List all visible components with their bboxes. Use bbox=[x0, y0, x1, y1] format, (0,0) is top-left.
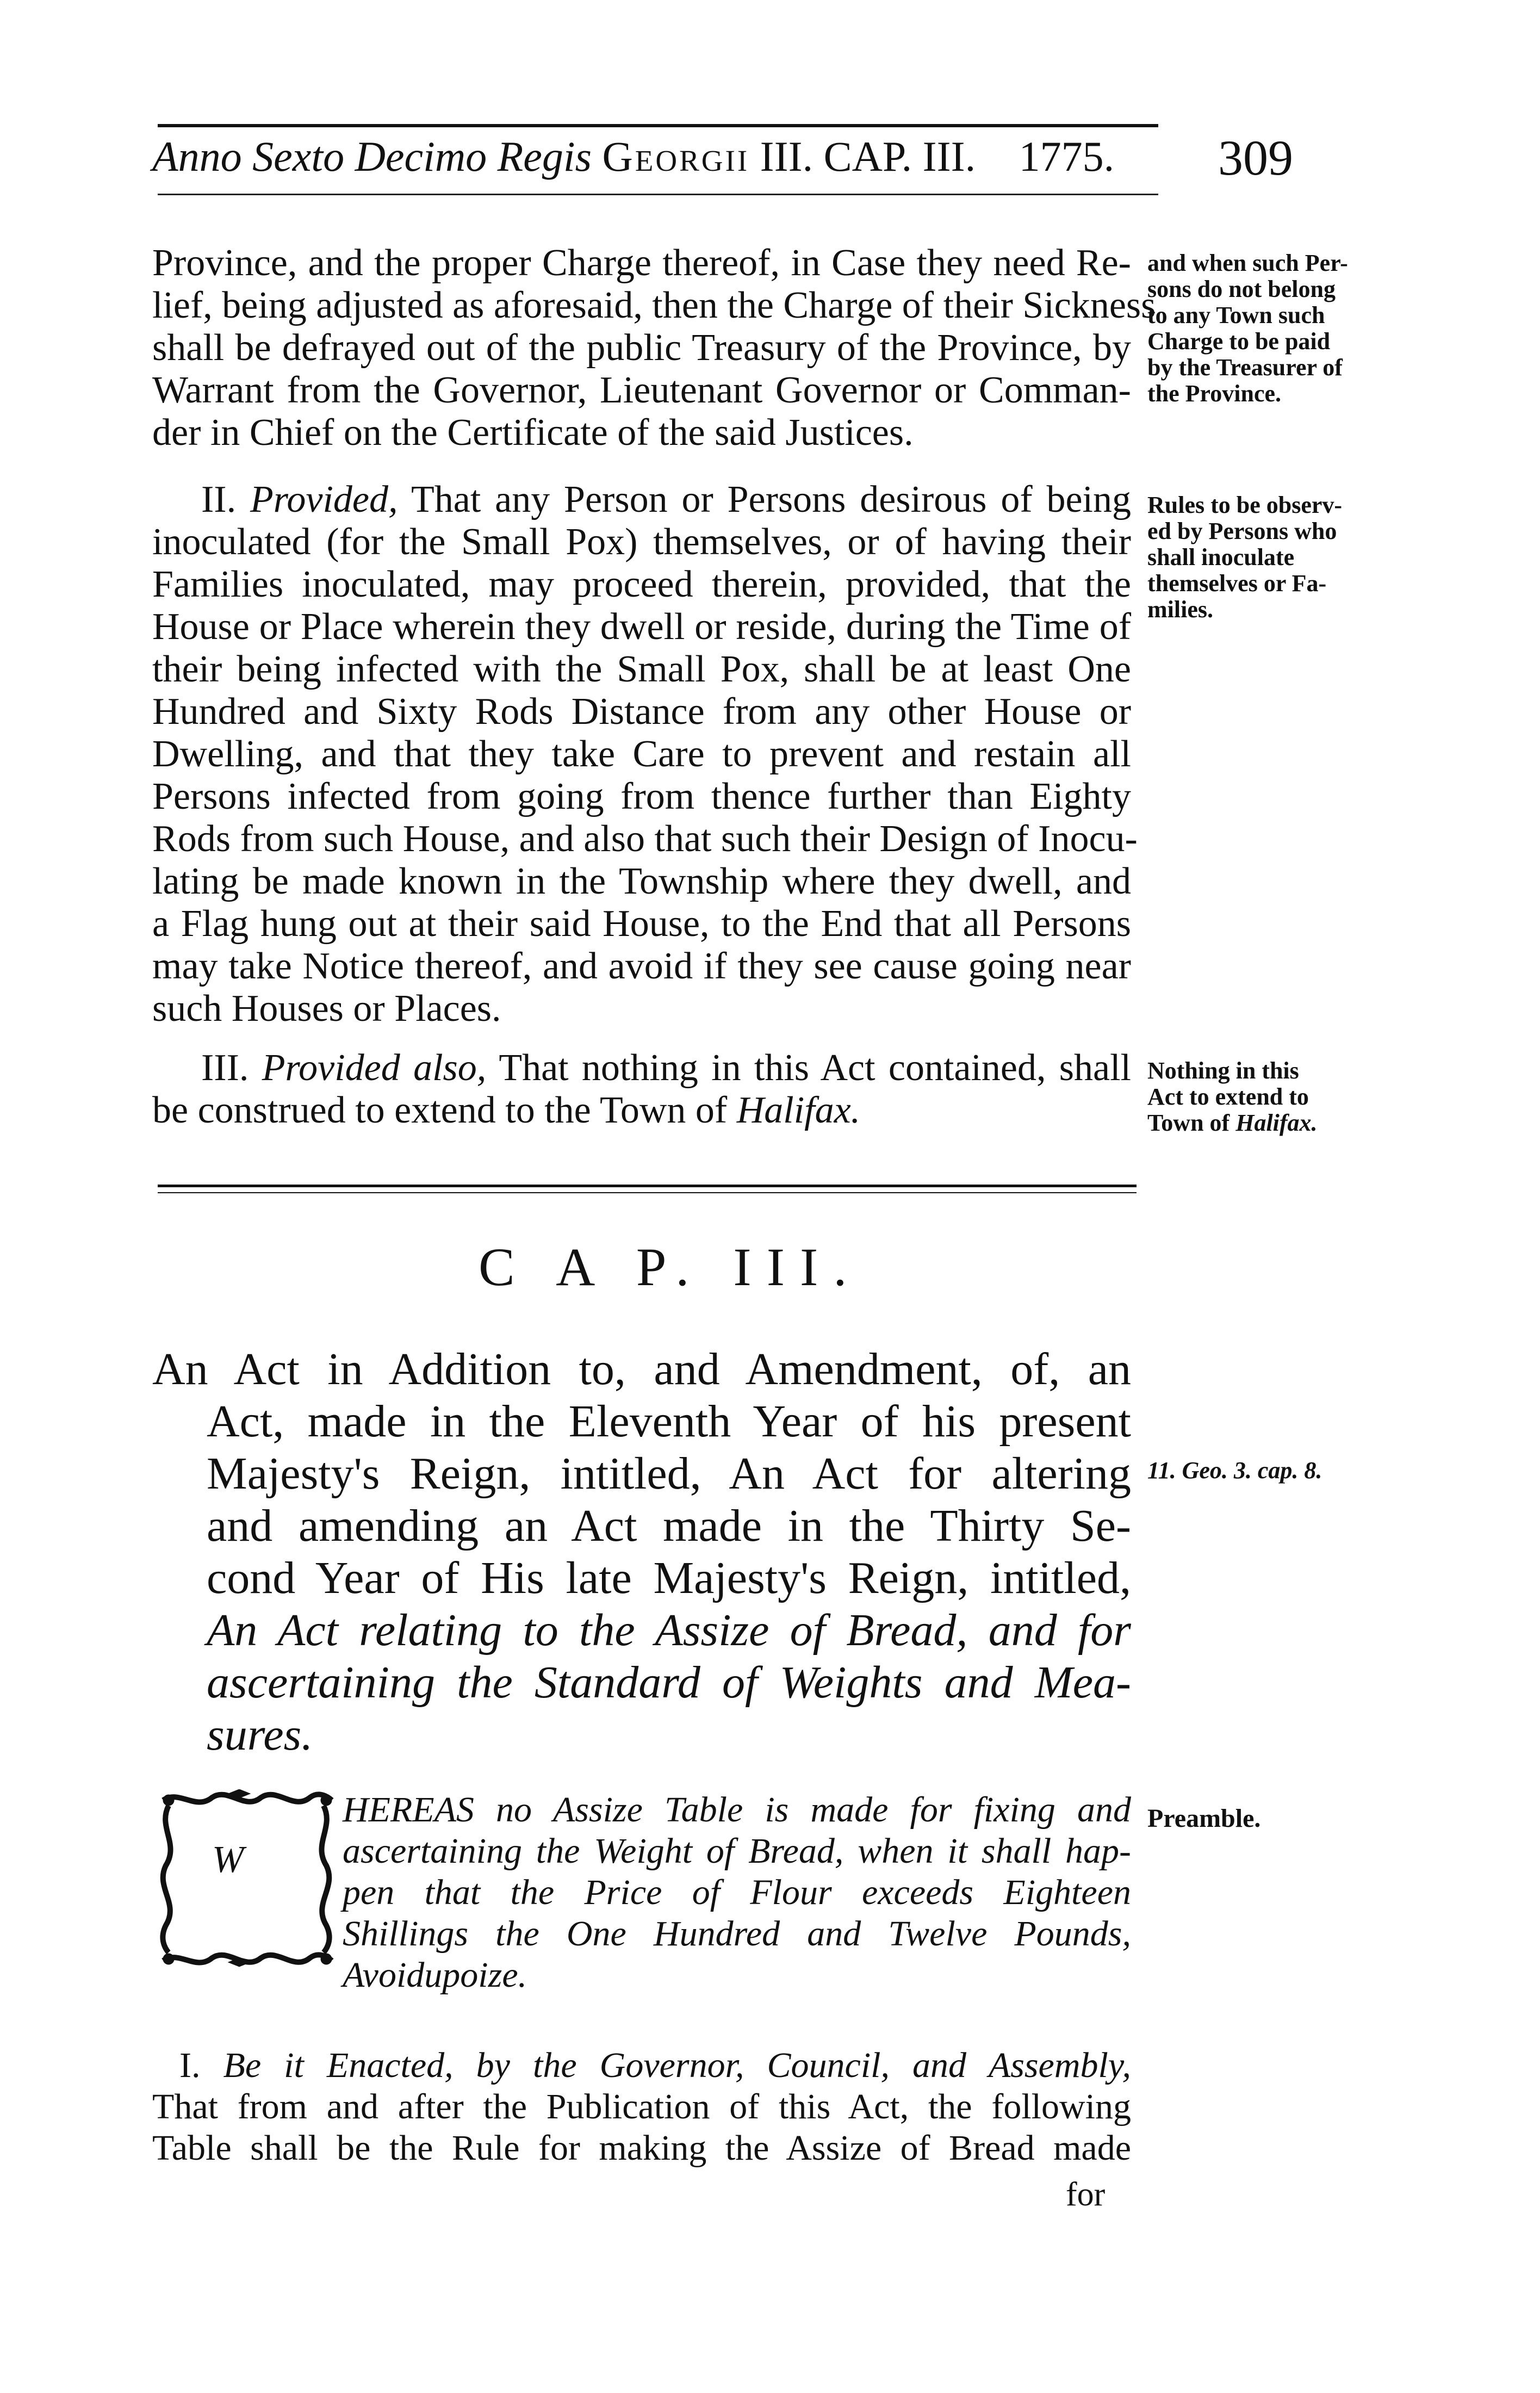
act-title-line: and amending an Act made in the Thirty Se- bbox=[207, 1501, 1131, 1551]
margin-note-line: 11. Geo. 3. cap. 8. bbox=[1147, 1457, 1322, 1484]
margin-note-statute-reference bbox=[1147, 1458, 1376, 1484]
header-anno: Anno bbox=[152, 133, 242, 180]
margin-note-line: Nothing in this bbox=[1147, 1057, 1299, 1084]
text-line: Province, and the proper Charge thereof, in Case they need Re- bbox=[152, 242, 1131, 284]
margin-note-halifax bbox=[1147, 1058, 1376, 1136]
margin-note-line bbox=[1147, 1110, 1376, 1136]
margin-note-line: and when such Per- bbox=[1147, 250, 1348, 276]
section-two-paragraph bbox=[152, 479, 1138, 1030]
margin-note-halifax: Halifax. bbox=[1235, 1109, 1318, 1136]
text-line: Persons infected from going from thence further than Eighty bbox=[152, 776, 1131, 817]
header-regnal: III. bbox=[760, 133, 814, 180]
header-sexto: Sexto bbox=[252, 133, 345, 180]
header-georgii: Georgii bbox=[602, 133, 750, 180]
text-line: shall be defrayed out of the public Treasury of the Province, by bbox=[152, 327, 1131, 369]
section-three-paragraph bbox=[152, 1047, 1131, 1132]
enacted-numeral: I. bbox=[179, 2045, 201, 2085]
preamble-line: ascertaining the Weight of Bread, when it shall hap- bbox=[343, 1831, 1131, 1871]
margin-note-line: Rules to be observ- bbox=[1147, 492, 1343, 518]
section-three-numeral: III. bbox=[201, 1047, 249, 1089]
margin-note-treasury bbox=[1147, 250, 1376, 407]
text-line: Families inoculated, may proceed therein, provided, that the bbox=[152, 563, 1131, 605]
margin-note-line: Act to extend to bbox=[1147, 1083, 1309, 1110]
act-title-italic-line: ascertaining the Standard of Weights and Mea- bbox=[207, 1657, 1131, 1708]
header-top-rule bbox=[158, 124, 1158, 127]
act-title-line: Majesty's Reign, intitled, An Act for altering bbox=[207, 1448, 1131, 1499]
text-line: Rods from such House, and also that such their Design of Inocu- bbox=[152, 818, 1138, 860]
margin-note-line: to any Town such bbox=[1147, 302, 1325, 328]
margin-note-line: ed by Persons who bbox=[1147, 518, 1337, 544]
section-one-paragraph bbox=[152, 242, 1156, 454]
text-line: House or Place wherein they dwell or reside, during the Time of bbox=[152, 606, 1131, 648]
act-title bbox=[152, 1343, 1131, 1761]
text-line: lating be made known in the Township where they dwell, and bbox=[152, 860, 1131, 902]
preamble-paragraph bbox=[343, 1789, 1131, 1996]
text-line bbox=[152, 1089, 1131, 1132]
header-regis: Regis bbox=[497, 133, 592, 180]
text-line-content: be construed to extend to the Town of bbox=[152, 1089, 728, 1131]
halifax-name: Halifax. bbox=[736, 1089, 861, 1131]
act-title-line: An Act in Addition to, and Amendment, of, an bbox=[152, 1344, 1131, 1394]
separator-rule-thick bbox=[158, 1185, 1137, 1187]
act-title-italic-line: An Act relating to the Assize of Bread, and for bbox=[207, 1605, 1131, 1656]
running-head bbox=[152, 129, 1131, 184]
page-number: 309 bbox=[1218, 130, 1293, 185]
section-two-numeral: II. bbox=[201, 479, 237, 520]
text-line bbox=[152, 479, 1131, 521]
preamble-line: pen that the Price of Flour exceeds Eighteen bbox=[343, 1873, 1131, 1912]
margin-note-line: sons do not belong bbox=[1147, 276, 1336, 302]
enacted-line: That from and after the Publication of this Act, the following bbox=[152, 2087, 1131, 2127]
margin-note-line: Charge to be paid bbox=[1147, 328, 1331, 355]
enacted-line: Table shall be the Rule for making the Assize of Bread made bbox=[152, 2128, 1131, 2168]
text-line-content: That nothing in this Act contained, shall bbox=[499, 1047, 1132, 1089]
enacted-formula: Be it Enacted, by the Governor, Council, and Assembly, bbox=[223, 2045, 1132, 2085]
margin-note-line: themselves or Fa- bbox=[1147, 570, 1327, 597]
text-line: der in Chief on the Certificate of the said Justices. bbox=[152, 412, 914, 454]
enacted-line bbox=[152, 2045, 1131, 2086]
margin-note-text: Town of bbox=[1147, 1109, 1230, 1136]
margin-note-inoculation bbox=[1147, 492, 1376, 623]
dropcap-letter: W bbox=[212, 1839, 244, 1881]
enacting-clause bbox=[152, 2045, 1131, 2169]
text-line bbox=[152, 1047, 1131, 1089]
preamble-line: Shillings the One Hundred and Twelve Pounds, bbox=[343, 1914, 1131, 1954]
section-three-provided-also: Provided also, bbox=[262, 1047, 487, 1089]
text-line: Dwelling, and that they take Care to prevent and restain all bbox=[152, 733, 1131, 775]
text-line: lief, being adjusted as aforesaid, then the Charge of their Sickness bbox=[152, 284, 1156, 326]
margin-note-line: the Province. bbox=[1147, 380, 1282, 407]
text-line: a Flag hung out at their said House, to the End that all Persons bbox=[152, 903, 1131, 945]
margin-note-line: Preamble. bbox=[1147, 1804, 1261, 1833]
chapter-heading: C A P. III. bbox=[479, 1237, 862, 1297]
preamble-line: HEREAS no Assize Table is made for fixing and bbox=[343, 1790, 1131, 1830]
margin-note-line: milies. bbox=[1147, 596, 1213, 623]
text-line: may take Notice thereof, and avoid if they see cause going near bbox=[152, 945, 1131, 987]
margin-note-preamble bbox=[1147, 1806, 1376, 1832]
act-title-italic-line: sures. bbox=[207, 1709, 313, 1760]
margin-note-line: shall inoculate bbox=[1147, 544, 1295, 571]
header-cap: CAP. III. bbox=[823, 133, 976, 180]
header-bottom-rule bbox=[158, 194, 1158, 195]
separator-rule-thin bbox=[158, 1192, 1137, 1193]
text-line: their being infected with the Small Pox, shall be at least One bbox=[152, 648, 1131, 690]
catchword: for bbox=[1066, 2176, 1106, 2213]
text-line: Hundred and Sixty Rods Distance from any other House or bbox=[152, 691, 1131, 733]
text-line: such Houses or Places. bbox=[152, 988, 501, 1030]
preamble-line: Avoidupoize. bbox=[343, 1955, 527, 1995]
header-year: 1775. bbox=[1019, 133, 1115, 180]
margin-note-line: by the Treasurer of bbox=[1147, 354, 1343, 381]
act-title-line: Act, made in the Eleventh Year of his present bbox=[207, 1396, 1131, 1447]
text-line: inoculated (for the Small Pox) themselves, or of having their bbox=[152, 521, 1131, 563]
act-title-line: cond Year of His late Majesty's Reign, intitled, bbox=[207, 1553, 1131, 1603]
section-two-provided: Provided, bbox=[250, 479, 398, 520]
text-line-content: That any Person or Persons desirous of being bbox=[411, 479, 1132, 520]
text-line: Warrant from the Governor, Lieutenant Governor or Comman- bbox=[152, 369, 1131, 411]
header-decimo: Decimo bbox=[355, 133, 487, 180]
